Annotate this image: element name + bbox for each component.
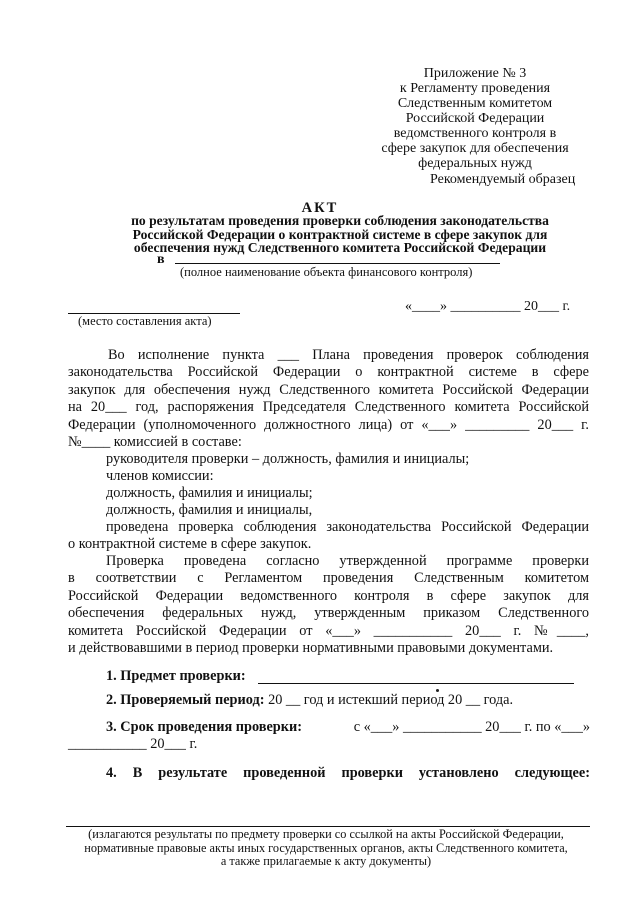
subtitle-line: обеспечения нужд Следственного комитета Российской Федерации	[133, 240, 547, 255]
appendix-line: сфере закупок для обеспечения	[381, 141, 569, 156]
body-text: №____ комиссией в составе:	[68, 434, 242, 450]
body-text: комитета Российской Федерации от «___» ___________ 20___ г. №____,	[68, 622, 589, 639]
object-prefix: в	[157, 252, 165, 267]
period-text: 20 __ год и истекший период 20 __ года.	[268, 692, 514, 708]
term-text: с «___» ___________ 20___ г. по «___»	[353, 719, 590, 735]
document-title: АКТ	[301, 200, 339, 216]
body-line: должность, фамилия и инициалы,	[106, 502, 313, 518]
appendix-line: Приложение № 3	[423, 66, 527, 81]
body-text: Проверка проведена согласно утвержденной программе проверки	[106, 553, 589, 569]
section-subject: 1. Предмет проверки:	[106, 668, 246, 684]
note-line: (излагаются результаты по предмету проверки со ссылкой на акты Российской Федерации,	[88, 827, 564, 841]
document-subtitle	[70, 214, 610, 255]
body-text: в соответствии с Регламентом проведения Следственным комитетом	[68, 570, 589, 586]
place-caption: (место составления акта)	[78, 314, 212, 328]
sample-label: Рекомендуемый образец	[430, 172, 576, 187]
term-text-continued: ___________ 20___ г.	[68, 736, 198, 752]
body-line	[68, 364, 589, 452]
body-line	[106, 553, 589, 571]
object-name-line	[175, 263, 500, 264]
body-text: и действовавшими в период проверки нормативными правовыми документами.	[68, 640, 554, 656]
note-line: а также прилагаемые к акту документы)	[220, 854, 432, 868]
body-text: проведена проверка соблюдения законодательства Российской Федерации	[106, 519, 589, 535]
body-line: членов комиссии:	[106, 468, 214, 484]
body-line: о контрактной системе в сфере закупок.	[68, 536, 312, 552]
body-text: закупок для обеспечения нужд Следственного комитета Российской Федерации	[68, 381, 589, 398]
results-note	[62, 828, 590, 869]
section-period	[106, 692, 513, 710]
section-results	[106, 765, 590, 783]
body-line	[108, 347, 589, 365]
appendix-line: Российской Федерации	[405, 111, 545, 126]
appendix-line: Следственным комитетом	[397, 96, 553, 111]
results-label: 4. В результате проведенной проверки установлено следующее:	[106, 765, 590, 781]
appendix-line: к Регламенту проведения	[399, 81, 551, 96]
date-line: «____» __________ 20___ г.	[405, 299, 571, 314]
appendix-line: ведомственного контроля в	[393, 126, 557, 141]
object-caption: (полное наименование объекта финансового контроля)	[180, 265, 473, 279]
body-line	[106, 519, 589, 537]
period-label: 2. Проверяемый период:	[106, 692, 265, 708]
body-text: Российской Федерации ведомственного контроля в сфере закупок для	[68, 587, 589, 604]
body-text: на 20___ год, распоряжения Председателя Следственного комитета Российской	[68, 399, 589, 415]
body-text: Во исполнение пункта ___ Плана проведения проверок соблюдения	[108, 347, 589, 363]
body-line: должность, фамилия и инициалы;	[106, 485, 313, 501]
body-text: Федерации (уполномоченного должностного лица) от «___» _________ 20___ г.	[68, 416, 589, 433]
subtitle-line: Российской Федерации о контрактной системе в сфере закупок для	[132, 226, 548, 242]
body-line: руководителя проверки – должность, фамилия и инициалы;	[106, 451, 470, 467]
appendix-block	[360, 66, 590, 171]
note-line: нормативные правовые акты иных государственных органов, акты Следственного комитета,	[84, 840, 568, 855]
section-term	[106, 719, 590, 737]
body-text: законодательства Российской Федерации о контрактной системе в сфере	[68, 364, 589, 380]
term-label: 3. Срок проведения проверки:	[106, 719, 302, 735]
appendix-line: федеральных нужд	[418, 156, 532, 171]
body-text: обеспечения федеральных нужд, утвержденным приказом Следственного	[68, 605, 589, 621]
body-line	[68, 570, 589, 658]
subtitle-line: по результатам проведения проверки соблюдения законодательства	[131, 213, 549, 228]
scan-speck	[436, 689, 439, 692]
subject-fill-line	[258, 683, 574, 684]
